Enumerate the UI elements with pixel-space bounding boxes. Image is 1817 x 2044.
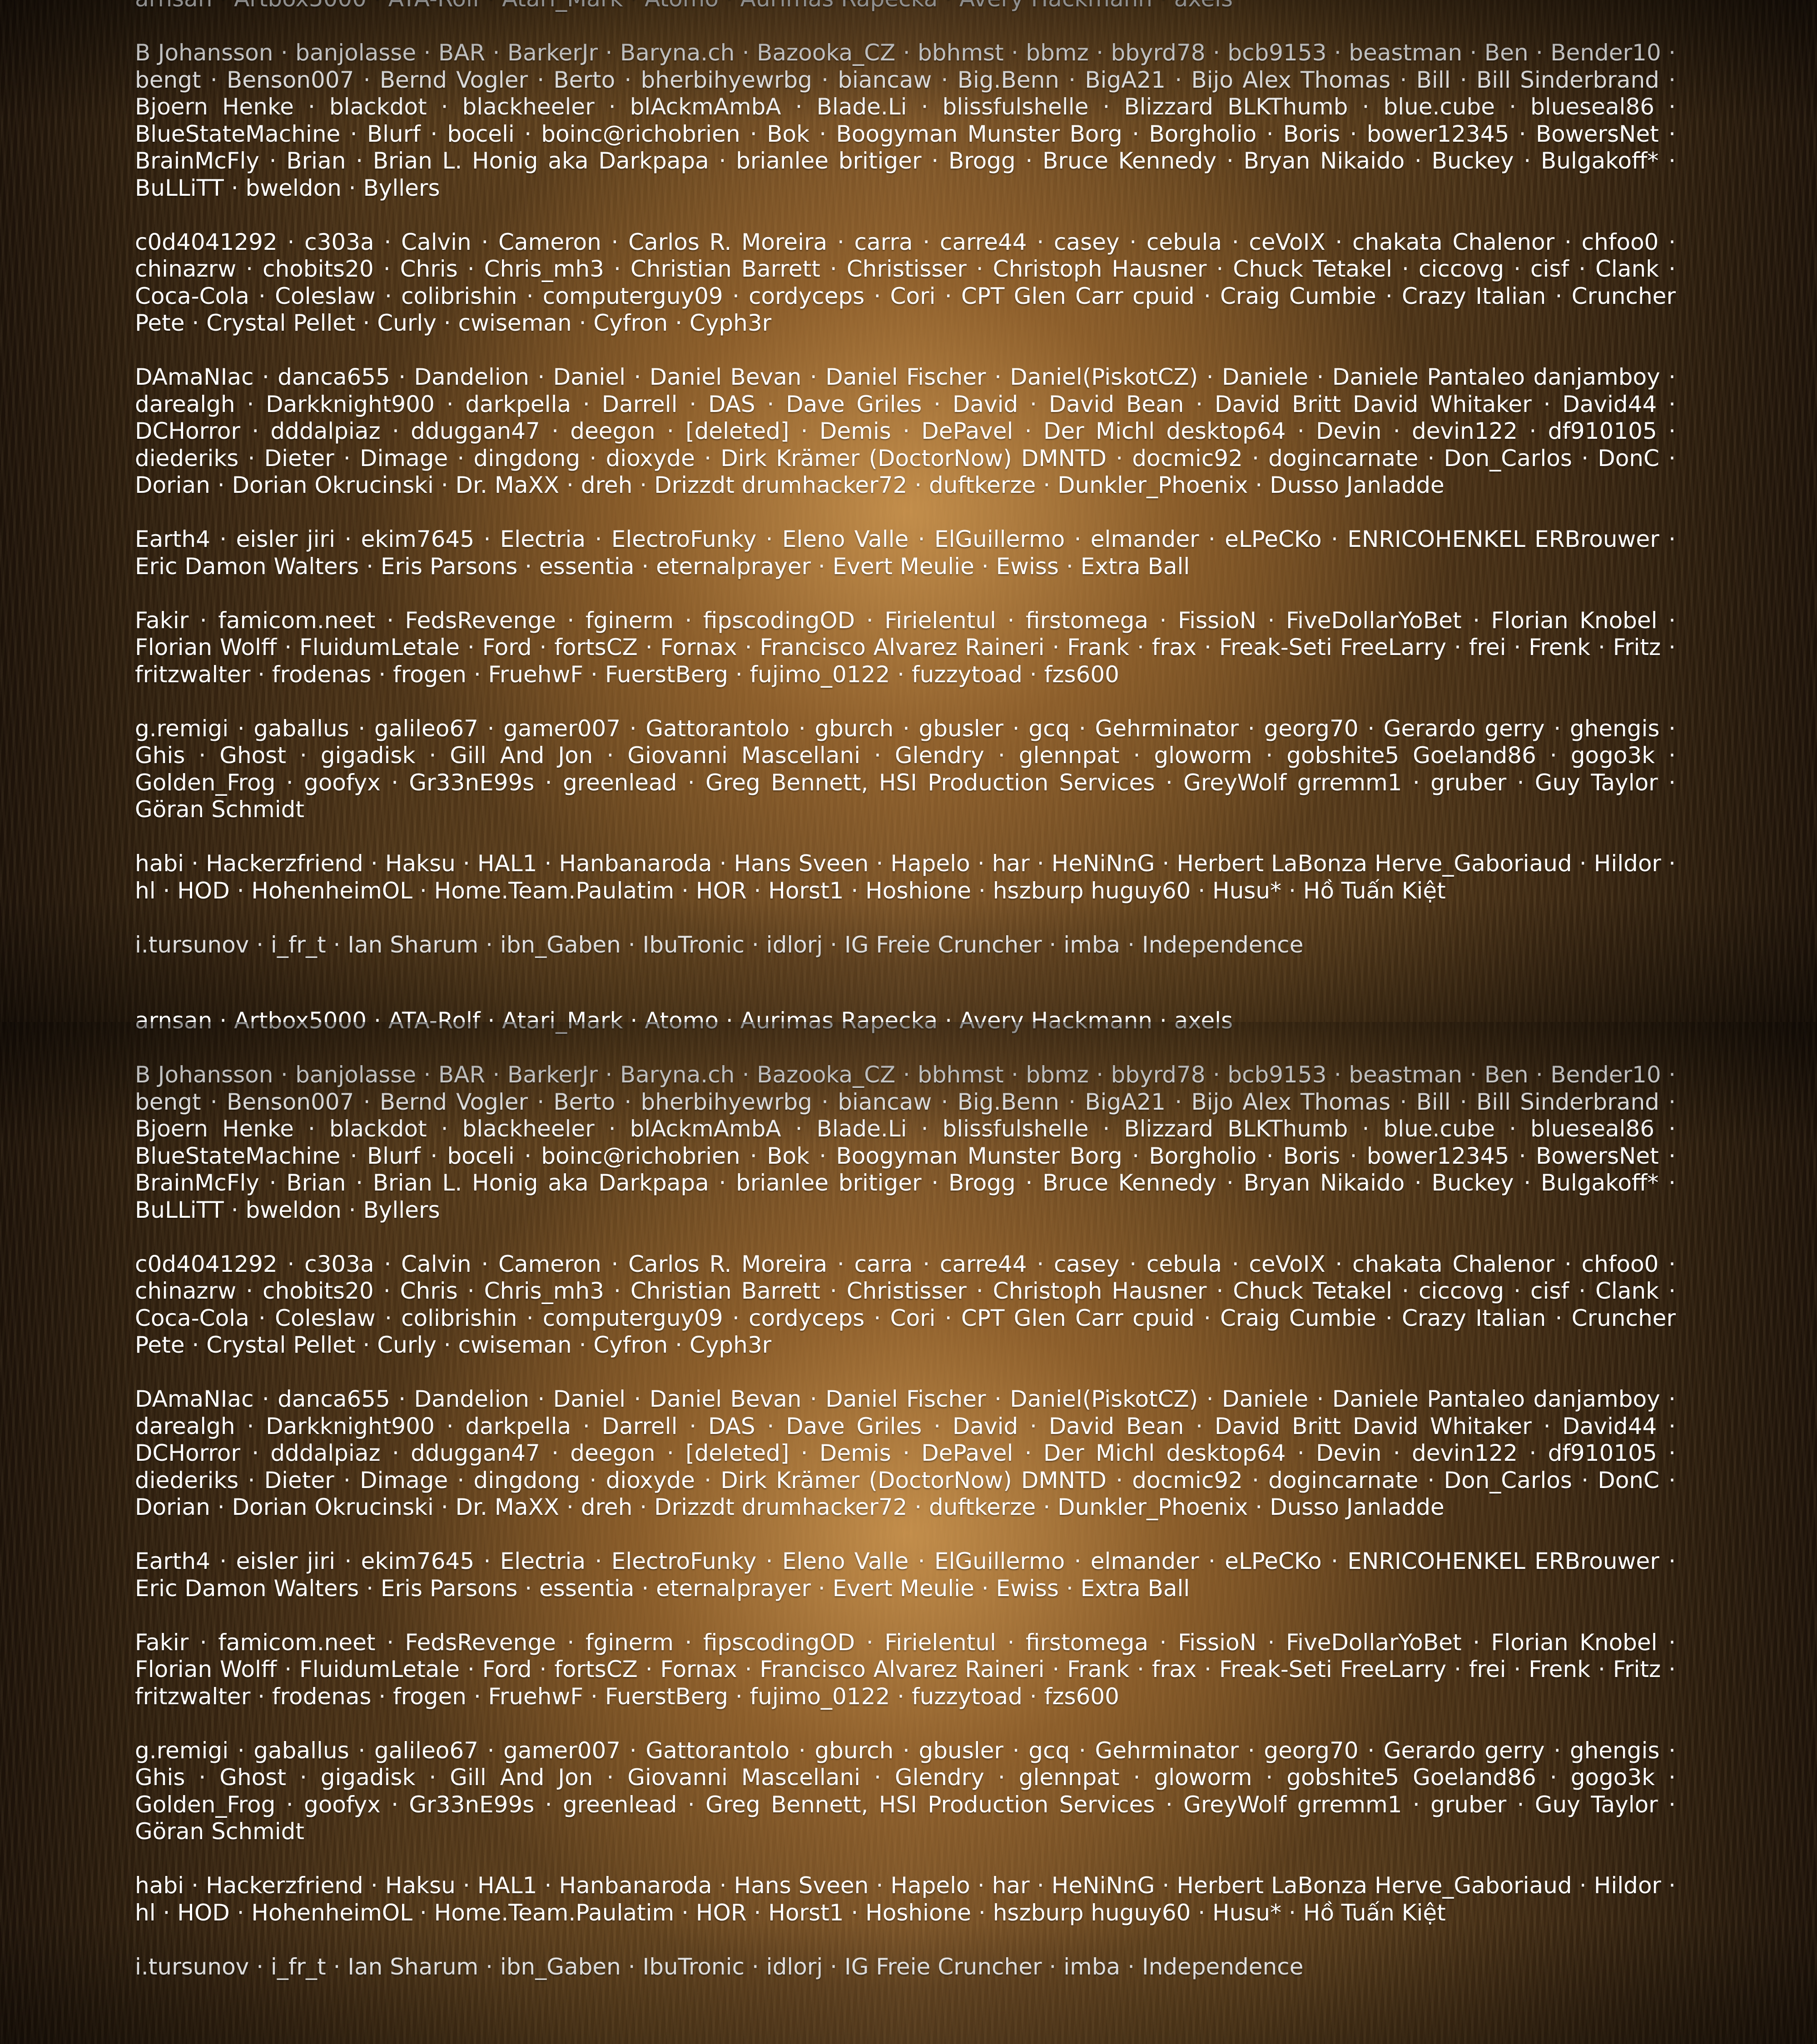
- credits-group-g: g.remigi · gaballus · galileo67 · gamer007 · Gattorantolo · gburch · gbusler · gcq · Gehrminator · georg70 · Gerardo gerry · ghengis · Ghis · Ghost · gigadisk · Gill And Jon · Giovanni Mascellani · Glendry · glennpat · gloworm · gobshite5 Goeland86 · gogo3k · Golden_Frog · goofyx · Gr33nE99s · greenlead · Greg Bennett, HSI Production Services · GreyWolf grremm1 · gruber · Guy Taylor · Göran Schmidt: [135, 715, 1676, 824]
- credits-group-b: B Johansson · banjolasse · BAR · BarkerJr · Baryna.ch · Bazooka_CZ · bbhmst · bbmz · bbyrd78 · bcb9153 · beastman · Ben · Bender10 · bengt · Benson007 · Bernd Vogler · Berto · bherbihyewrbg · biancaw · Big.Benn · BigA21 · Bijo Alex Thomas · Bill · Bill Sinderbrand · Bjoern Henke · blackdot · blackheeler · blAckmAmbA · Blade.Li · blissfulshelle · Blizzard BLKThumb · blue.cube · blueseal86 · BlueStateMachine · Blurf · boceli · boinc@richobrien · Bok · Boogyman Munster Borg · Borgholio · Boris · bower12345 · BowersNet · BrainMcFly · Brian · Brian L. Honig aka Darkpapa · brianlee britiger · Brogg · Bruce Kennedy · Bryan Nikaido · Buckey · Bulgakoff* · BuLLiTT · bweldon · Byllers: [135, 1062, 1676, 1224]
- credits-group-f: Fakir · famicom.neet · FedsRevenge · fginerm · fipscodingOD · Firielentul · firstomega · FissioN · FiveDollarYoBet · Florian Knobel · Florian Wolff · FluidumLetale · Ford · fortsCZ · Fornax · Francisco Alvarez Raineri · Frank · frax · Freak-Seti FreeLarry · frei · Frenk · Fritz · fritzwalter · frodenas · frogen · FruehwF · FuerstBerg · fujimo_0122 · fuzzytoad · fzs600: [135, 607, 1676, 689]
- credits-group-e: Earth4 · eisler jiri · ekim7645 · Electria · ElectroFunky · Eleno Valle · ElGuillermo · elmander · eLPeCKo · ENRICOHENKEL ERBrouwer · Eric Damon Walters · Eris Parsons · essentia · eternalprayer · Evert Meulie · Ewiss · Extra Ball: [135, 1548, 1676, 1602]
- credits-group-i: i.tursunov · i_fr_t · Ian Sharum · ibn_Gaben · IbuTronic · idlorj · IG Freie Cruncher · imba · Independence: [135, 1954, 1676, 1981]
- credits-group-f: Fakir · famicom.neet · FedsRevenge · fginerm · fipscodingOD · Firielentul · firstomega · FissioN · FiveDollarYoBet · Florian Knobel · Florian Wolff · FluidumLetale · Ford · fortsCZ · Fornax · Francisco Alvarez Raineri · Frank · frax · Freak-Seti FreeLarry · frei · Frenk · Fritz · fritzwalter · frodenas · frogen · FruehwF · FuerstBerg · fujimo_0122 · fuzzytoad · fzs600: [135, 1629, 1676, 1711]
- credits-group-i: i.tursunov · i_fr_t · Ian Sharum · ibn_Gaben · IbuTronic · idlorj · IG Freie Cruncher · imba · Independence: [135, 932, 1676, 959]
- credits-group-d: DAmaNIac · danca655 · Dandelion · Daniel · Daniel Bevan · Daniel Fischer · Daniel(PiskotCZ) · Daniele · Daniele Pantaleo danjamboy · darealgh · Darkknight900 · darkpella · Darrell · DAS · Dave Griles · David · David Bean · David Britt David Whitaker · David44 · DCHorror · dddalpiaz · dduggan47 · deegon · [deleted] · Demis · DePavel · Der Michl desktop64 · Devin · devin122 · df910105 · diederiks · Dieter · Dimage · dingdong · dioxyde · Dirk Krämer (DoctorNow) DMNTD · docmic92 · dogincarnate · Don_Carlos · DonC · Dorian · Dorian Okrucinski · Dr. MaXX · dreh · Drizzdt drumhacker72 · duftkerze · Dunkler_Phoenix · Dusso Janladde: [135, 1386, 1676, 1521]
- credits-group-e: Earth4 · eisler jiri · ekim7645 · Electria · ElectroFunky · Eleno Valle · ElGuillermo · elmander · eLPeCKo · ENRICOHENKEL ERBrouwer · Eric Damon Walters · Eris Parsons · essentia · eternalprayer · Evert Meulie · Ewiss · Extra Ball: [135, 526, 1676, 580]
- credits-group-a: arnsan · Artbox5000 · ATA-Rolf · Atari_Mark · Atomo · Aurimas Rapecka · Avery Hackmann · axels: [135, 1007, 1676, 1035]
- credits-group-h: habi · Hackerzfriend · Haksu · HAL1 · Hanbanaroda · Hans Sveen · Hapelo · har · HeNiNnG · Herbert LaBonza Herve_Gaboriaud · Hildor · hl · HOD · HohenheimOL · Home.Team.Paulatim · HOR · Horst1 · Hoshione · hszburp huguy60 · Husu* · Hồ Tuấn Kiệt: [135, 1872, 1676, 1926]
- credits-group-b: B Johansson · banjolasse · BAR · BarkerJr · Baryna.ch · Bazooka_CZ · bbhmst · bbmz · bbyrd78 · bcb9153 · beastman · Ben · Bender10 · bengt · Benson007 · Bernd Vogler · Berto · bherbihyewrbg · biancaw · Big.Benn · BigA21 · Bijo Alex Thomas · Bill · Bill Sinderbrand · Bjoern Henke · blackdot · blackheeler · blAckmAmbA · Blade.Li · blissfulshelle · Blizzard BLKThumb · blue.cube · blueseal86 · BlueStateMachine · Blurf · boceli · boinc@richobrien · Bok · Boogyman Munster Borg · Borgholio · Boris · bower12345 · BowersNet · BrainMcFly · Brian · Brian L. Honig aka Darkpapa · brianlee britiger · Brogg · Bruce Kennedy · Bryan Nikaido · Buckey · Bulgakoff* · BuLLiTT · bweldon · Byllers: [135, 40, 1676, 202]
- credits-group-d: DAmaNIac · danca655 · Dandelion · Daniel · Daniel Bevan · Daniel Fischer · Daniel(PiskotCZ) · Daniele · Daniele Pantaleo danjamboy · darealgh · Darkknight900 · darkpella · Darrell · DAS · Dave Griles · David · David Bean · David Britt David Whitaker · David44 · DCHorror · dddalpiaz · dduggan47 · deegon · [deleted] · Demis · DePavel · Der Michl desktop64 · Devin · devin122 · df910105 · diederiks · Dieter · Dimage · dingdong · dioxyde · Dirk Krämer (DoctorNow) DMNTD · docmic92 · dogincarnate · Don_Carlos · DonC · Dorian · Dorian Okrucinski · Dr. MaXX · dreh · Drizzdt drumhacker72 · duftkerze · Dunkler_Phoenix · Dusso Janladde: [135, 364, 1676, 499]
- credits-group-c: c0d4041292 · c303a · Calvin · Cameron · Carlos R. Moreira · carra · carre44 · casey · cebula · ceVoIX · chakata Chalenor · chfoo0 · chinazrw · chobits20 · Chris · Chris_mh3 · Christian Barrett · Christisser · Christoph Hausner · Chuck Tetakel · ciccovg · cisf · Clank · Coca-Cola · Coleslaw · colibrishin · computerguy09 · cordyceps · Cori · CPT Glen Carr cpuid · Craig Cumbie · Crazy Italian · Cruncher Pete · Crystal Pellet · Curly · cwiseman · Cyfron · Cyph3r: [135, 1251, 1676, 1359]
- credits-group-c: c0d4041292 · c303a · Calvin · Cameron · Carlos R. Moreira · carra · carre44 · casey · cebula · ceVoIX · chakata Chalenor · chfoo0 · chinazrw · chobits20 · Chris · Chris_mh3 · Christian Barrett · Christisser · Christoph Hausner · Chuck Tetakel · ciccovg · cisf · Clank · Coca-Cola · Coleslaw · colibrishin · computerguy09 · cordyceps · Cori · CPT Glen Carr cpuid · Craig Cumbie · Crazy Italian · Cruncher Pete · Crystal Pellet · Curly · cwiseman · Cyfron · Cyph3r: [135, 229, 1676, 337]
- credits-group-g: g.remigi · gaballus · galileo67 · gamer007 · Gattorantolo · gburch · gbusler · gcq · Gehrminator · georg70 · Gerardo gerry · ghengis · Ghis · Ghost · gigadisk · Gill And Jon · Giovanni Mascellani · Glendry · glennpat · gloworm · gobshite5 Goeland86 · gogo3k · Golden_Frog · goofyx · Gr33nE99s · greenlead · Greg Bennett, HSI Production Services · GreyWolf grremm1 · gruber · Guy Taylor · Göran Schmidt: [135, 1737, 1676, 1846]
- credits-group-h: habi · Hackerzfriend · Haksu · HAL1 · Hanbanaroda · Hans Sveen · Hapelo · har · HeNiNnG · Herbert LaBonza Herve_Gaboriaud · Hildor · hl · HOD · HohenheimOL · Home.Team.Paulatim · HOR · Horst1 · Hoshione · hszburp huguy60 · Husu* · Hồ Tuấn Kiệt: [135, 850, 1676, 904]
